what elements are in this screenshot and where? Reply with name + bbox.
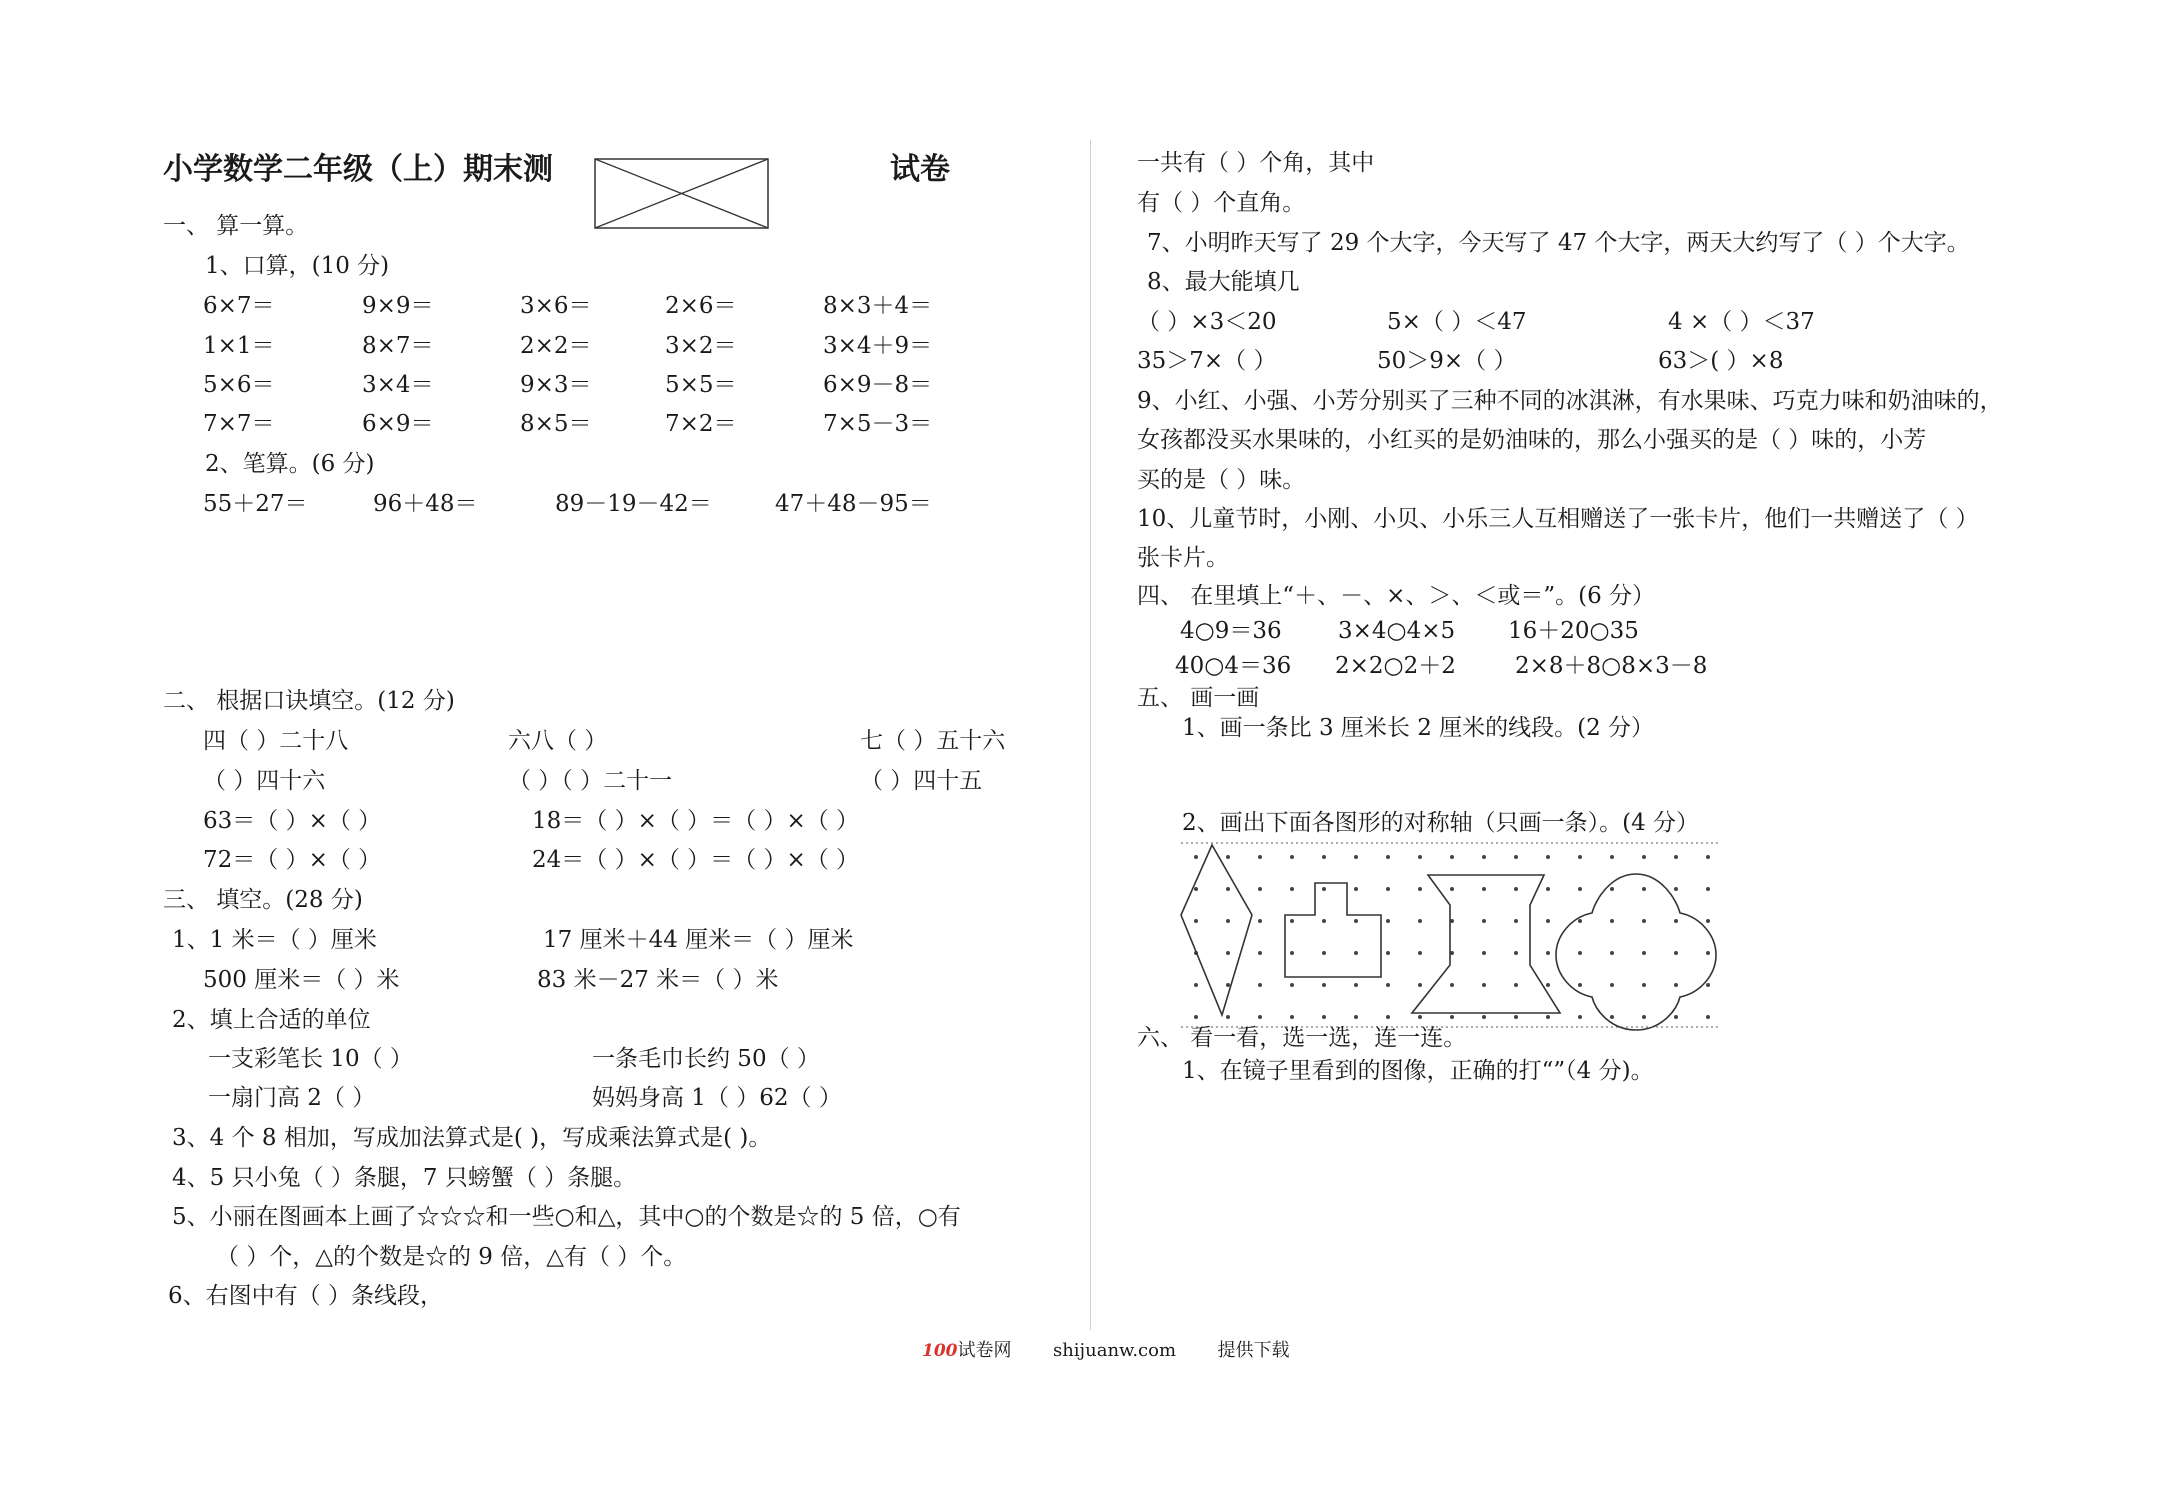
grid-dot <box>1482 983 1486 987</box>
download-note: 提供下载 <box>1217 1340 1290 1361</box>
grid-dot <box>1610 887 1614 891</box>
question-text: 6、右图中有（ ）条线段， <box>168 1283 443 1309</box>
grid-dot <box>1482 887 1486 891</box>
grid-dot <box>1290 1015 1294 1019</box>
fill-item: 40○4＝36 <box>1175 653 1292 679</box>
fill-item: 四（ ）二十八 <box>203 728 349 754</box>
grid-dot <box>1706 855 1710 859</box>
grid-dot <box>1322 855 1326 859</box>
grid-dot <box>1642 887 1646 891</box>
fill-item: （ ）四十五 <box>860 768 983 794</box>
oral-item: 3×4＋9＝ <box>823 333 933 359</box>
written-item: 89－19－42＝ <box>555 491 712 517</box>
grid-dot <box>1706 919 1710 923</box>
fill-item: 63＞( ）×8 <box>1658 348 1784 374</box>
grid-dot <box>1514 887 1518 891</box>
grid-dot <box>1706 887 1710 891</box>
grid-dot <box>1610 951 1614 955</box>
site-name: 试卷网 <box>957 1340 1012 1361</box>
question-text: 2、画出下面各图形的对称轴（只画一条）。(4 分） <box>1182 810 1700 836</box>
grid-dot <box>1674 855 1678 859</box>
fill-item: 50＞9×（ ） <box>1377 348 1517 374</box>
grid-dot <box>1642 951 1646 955</box>
question-text: 一共有（ ）个角，其中 <box>1137 150 1375 176</box>
grid-dot <box>1706 983 1710 987</box>
grid-dot <box>1418 919 1422 923</box>
grid-dot <box>1226 951 1230 955</box>
grid-dot <box>1290 919 1294 923</box>
grid-dot <box>1386 887 1390 891</box>
written-item: 47＋48－95＝ <box>775 491 932 517</box>
grid-dot <box>1226 855 1230 859</box>
grid-dot <box>1578 951 1582 955</box>
oral-item: 7×7＝ <box>203 411 275 437</box>
grid-dot <box>1546 919 1550 923</box>
grid-dot <box>1322 983 1326 987</box>
fill-item: 72＝（ ）×（ ） <box>203 847 382 873</box>
grid-dot <box>1450 887 1454 891</box>
grid-dot <box>1322 887 1326 891</box>
fill-item: 3×4○4×5 <box>1338 618 1456 644</box>
oral-item: 8×5＝ <box>520 411 592 437</box>
oral-item: 3×4＝ <box>362 372 434 398</box>
fill-item: 4 ×（ ）＜37 <box>1668 309 1815 335</box>
grid-dot <box>1354 983 1358 987</box>
oral-item: 6×9－8＝ <box>823 372 933 398</box>
fill-item: 一支彩笔长 10（ ） <box>208 1046 413 1072</box>
question-text: 3、4 个 8 相加，写成加法算式是( )，写成乘法算式是( )。 <box>172 1125 772 1151</box>
question-text: 4、5 只小兔（ ）条腿，7 只螃蟹（ ）条腿。 <box>172 1165 637 1191</box>
grid-dot <box>1418 1015 1422 1019</box>
question-text: 10、儿童节时，小刚、小贝、小乐三人互相赠送了一张卡片，他们一共赠送了（ ） <box>1137 506 1979 532</box>
grid-dot <box>1386 951 1390 955</box>
oral-item: 7×5－3＝ <box>823 411 933 437</box>
grid-dot <box>1514 1015 1518 1019</box>
grid-dot <box>1578 855 1582 859</box>
fill-item: （ ）×3＜20 <box>1137 309 1277 335</box>
fill-item: 35＞7×（ ） <box>1137 348 1277 374</box>
oral-item: 9×3＝ <box>520 372 592 398</box>
fill-item: 七（ ）五十六 <box>860 728 1006 754</box>
fill-item: 24＝（ ）×（ ）＝（ ）×（ ） <box>532 847 860 873</box>
footer <box>922 1336 1290 1366</box>
notched-square-shape <box>1285 883 1381 977</box>
question-text: 5、小丽在图画本上画了☆☆☆和一些○和△，其中○的个数是☆的 5 倍，○有 <box>172 1204 961 1230</box>
grid-dot <box>1258 951 1262 955</box>
grid-dot <box>1546 951 1550 955</box>
grid-dot <box>1450 855 1454 859</box>
oral-item: 9×9＝ <box>362 293 434 319</box>
fill-item: 16＋20○35 <box>1508 618 1639 644</box>
oral-item: 1×1＝ <box>203 333 275 359</box>
grid-dot <box>1706 1015 1710 1019</box>
grid-dot <box>1290 983 1294 987</box>
oral-item: 8×3＋4＝ <box>823 293 933 319</box>
grid-dot <box>1546 887 1550 891</box>
grid-dot <box>1386 983 1390 987</box>
grid-dot <box>1354 855 1358 859</box>
fill-item: 5×（ ）＜47 <box>1387 309 1527 335</box>
fill-item: 1、1 米＝（ ）厘米 <box>172 927 377 953</box>
grid-dot <box>1642 1015 1646 1019</box>
grid-dot <box>1194 855 1198 859</box>
grid-dot <box>1226 919 1230 923</box>
grid-dot <box>1386 855 1390 859</box>
grid-dot <box>1514 855 1518 859</box>
fill-item: 2×2○2＋2 <box>1335 653 1456 679</box>
fill-item: 一条毛巾长约 50（ ） <box>592 1046 820 1072</box>
grid-dot <box>1450 1015 1454 1019</box>
grid-dot <box>1610 855 1614 859</box>
section-6-heading: 六、 看一看，选一选，连一连。 <box>1137 1025 1467 1051</box>
page-title-suffix: 试卷 <box>890 152 950 187</box>
section-2-heading: 二、 根据口诀填空。(12 分) <box>163 688 455 714</box>
grid-dot <box>1546 855 1550 859</box>
oral-item: 8×7＝ <box>362 333 434 359</box>
grid-dot <box>1642 983 1646 987</box>
oral-calc-label: 1、口算，(10 分) <box>205 253 390 279</box>
question-text: 1、画一条比 3 厘米长 2 厘米的线段。(2 分） <box>1182 715 1655 741</box>
oral-item: 6×7＝ <box>203 293 275 319</box>
grid-dot <box>1354 919 1358 923</box>
grid-dot <box>1578 1015 1582 1019</box>
fill-item: （ ）四十六 <box>203 768 326 794</box>
grid-dot <box>1514 919 1518 923</box>
grid-dot <box>1258 1015 1262 1019</box>
grid-dot <box>1610 983 1614 987</box>
grid-dot <box>1674 1015 1678 1019</box>
question-text: 1、在镜子里看到的图像，正确的打“”（4 分)。 <box>1182 1058 1654 1084</box>
grid-dot <box>1482 919 1486 923</box>
section-1-heading: 一、 算一算。 <box>163 213 309 239</box>
site-domain-link[interactable]: shijuanw.com <box>1052 1340 1177 1361</box>
grid-dot <box>1258 855 1262 859</box>
grid-dot <box>1258 887 1262 891</box>
grid-dot <box>1194 983 1198 987</box>
question-text: 8、最大能填几 <box>1147 269 1300 295</box>
grid-dot <box>1674 919 1678 923</box>
fill-item: （ ）（ ）二十一 <box>508 768 673 794</box>
written-item: 96＋48＝ <box>373 491 478 517</box>
grid-dot <box>1258 919 1262 923</box>
fill-item: 六八（ ） <box>508 728 608 754</box>
fill-item: 4○9＝36 <box>1180 618 1282 644</box>
fill-item: 63＝（ ）×（ ） <box>203 808 382 834</box>
grid-dot <box>1514 951 1518 955</box>
grid-dot <box>1226 983 1230 987</box>
grid-dot <box>1706 951 1710 955</box>
grid-dot <box>1578 983 1582 987</box>
grid-dot <box>1322 951 1326 955</box>
grid-dot <box>1418 887 1422 891</box>
fill-item: 妈妈身高 1（ ）62（ ） <box>592 1085 842 1111</box>
grid-dot <box>1482 855 1486 859</box>
oral-item: 3×6＝ <box>520 293 592 319</box>
grid-dot <box>1226 1015 1230 1019</box>
page-title: 小学数学二年级（上）期末测 <box>163 152 553 187</box>
question-text: 女孩都没买水果味的，小红买的是奶油味的，那么小强买的是（ ）味的，小芳 <box>1137 427 1927 453</box>
fill-item: 17 厘米＋44 厘米＝（ ）厘米 <box>543 927 854 953</box>
grid-dot <box>1194 919 1198 923</box>
grid-dot <box>1418 855 1422 859</box>
site-logo-icon: 100 <box>922 1341 958 1361</box>
question-text: （ ）个，△的个数是☆的 9 倍，△有（ ）个。 <box>216 1244 687 1270</box>
written-calc-label: 2、笔算。(6 分) <box>205 451 375 477</box>
grid-dot <box>1386 919 1390 923</box>
fill-item: 18＝（ ）×（ ）＝（ ）×（ ） <box>532 808 860 834</box>
grid-dot <box>1642 919 1646 923</box>
section-5-heading: 五、 画一画 <box>1137 685 1260 711</box>
oral-item: 5×5＝ <box>665 372 737 398</box>
grid-dot <box>1354 887 1358 891</box>
grid-dot <box>1322 1015 1326 1019</box>
oral-item: 2×6＝ <box>665 293 737 319</box>
grid-dot <box>1418 951 1422 955</box>
grid-dot <box>1578 919 1582 923</box>
grid-dot <box>1450 983 1454 987</box>
question-text: 2、填上合适的单位 <box>172 1007 371 1033</box>
grid-dot <box>1290 887 1294 891</box>
fill-item: 2×8＋8○8×3－8 <box>1515 653 1708 679</box>
grid-dot <box>1194 1015 1198 1019</box>
fill-item: 500 厘米＝（ ）米 <box>203 967 400 993</box>
grid-dot <box>1386 1015 1390 1019</box>
question-text: 买的是（ ）味。 <box>1137 467 1306 493</box>
fill-item: 一扇门高 2（ ） <box>208 1085 376 1111</box>
grid-dot <box>1258 983 1262 987</box>
question-text: 9、小红、小强、小芳分别买了三种不同的冰淇淋，有水果味、巧克力味和奶油味的， <box>1137 388 2003 414</box>
grid-dot <box>1642 855 1646 859</box>
question-text: 有（ ）个直角。 <box>1137 190 1306 216</box>
ibeam-shape <box>1412 875 1560 1013</box>
grid-dot <box>1290 951 1294 955</box>
question-text: 张卡片。 <box>1137 545 1229 571</box>
grid-dot <box>1674 983 1678 987</box>
grid-dot <box>1354 951 1358 955</box>
grid-dot <box>1674 887 1678 891</box>
oral-item: 3×2＝ <box>665 333 737 359</box>
written-item: 55＋27＝ <box>203 491 308 517</box>
grid-dot <box>1610 919 1614 923</box>
grid-dot <box>1226 887 1230 891</box>
oral-item: 7×2＝ <box>665 411 737 437</box>
fill-item: 83 米－27 米＝（ ）米 <box>537 967 779 993</box>
section-4-heading: 四、 在里填上“＋、－、×、＞、＜或＝”。(6 分） <box>1137 583 1656 609</box>
grid-dot <box>1514 983 1518 987</box>
grid-dot <box>1610 1015 1614 1019</box>
oral-item: 5×6＝ <box>203 372 275 398</box>
question-text: 7、小明昨天写了 29 个大字，今天写了 47 个大字，两天大约写了（ ）个大字。 <box>1147 230 1970 256</box>
oral-item: 2×2＝ <box>520 333 592 359</box>
grid-dot <box>1482 1015 1486 1019</box>
grid-dot <box>1354 1015 1358 1019</box>
grid-dot <box>1546 1015 1550 1019</box>
grid-dot <box>1290 855 1294 859</box>
section-3-heading: 三、 填空。(28 分) <box>163 887 363 913</box>
grid-dot <box>1482 951 1486 955</box>
kite-shape <box>1181 845 1252 1015</box>
grid-dot <box>1322 919 1326 923</box>
grid-dot <box>1546 983 1550 987</box>
grid-dot <box>1578 887 1582 891</box>
grid-dot <box>1674 951 1678 955</box>
oral-item: 6×9＝ <box>362 411 434 437</box>
grid-dot <box>1194 887 1198 891</box>
grid-dot <box>1418 983 1422 987</box>
